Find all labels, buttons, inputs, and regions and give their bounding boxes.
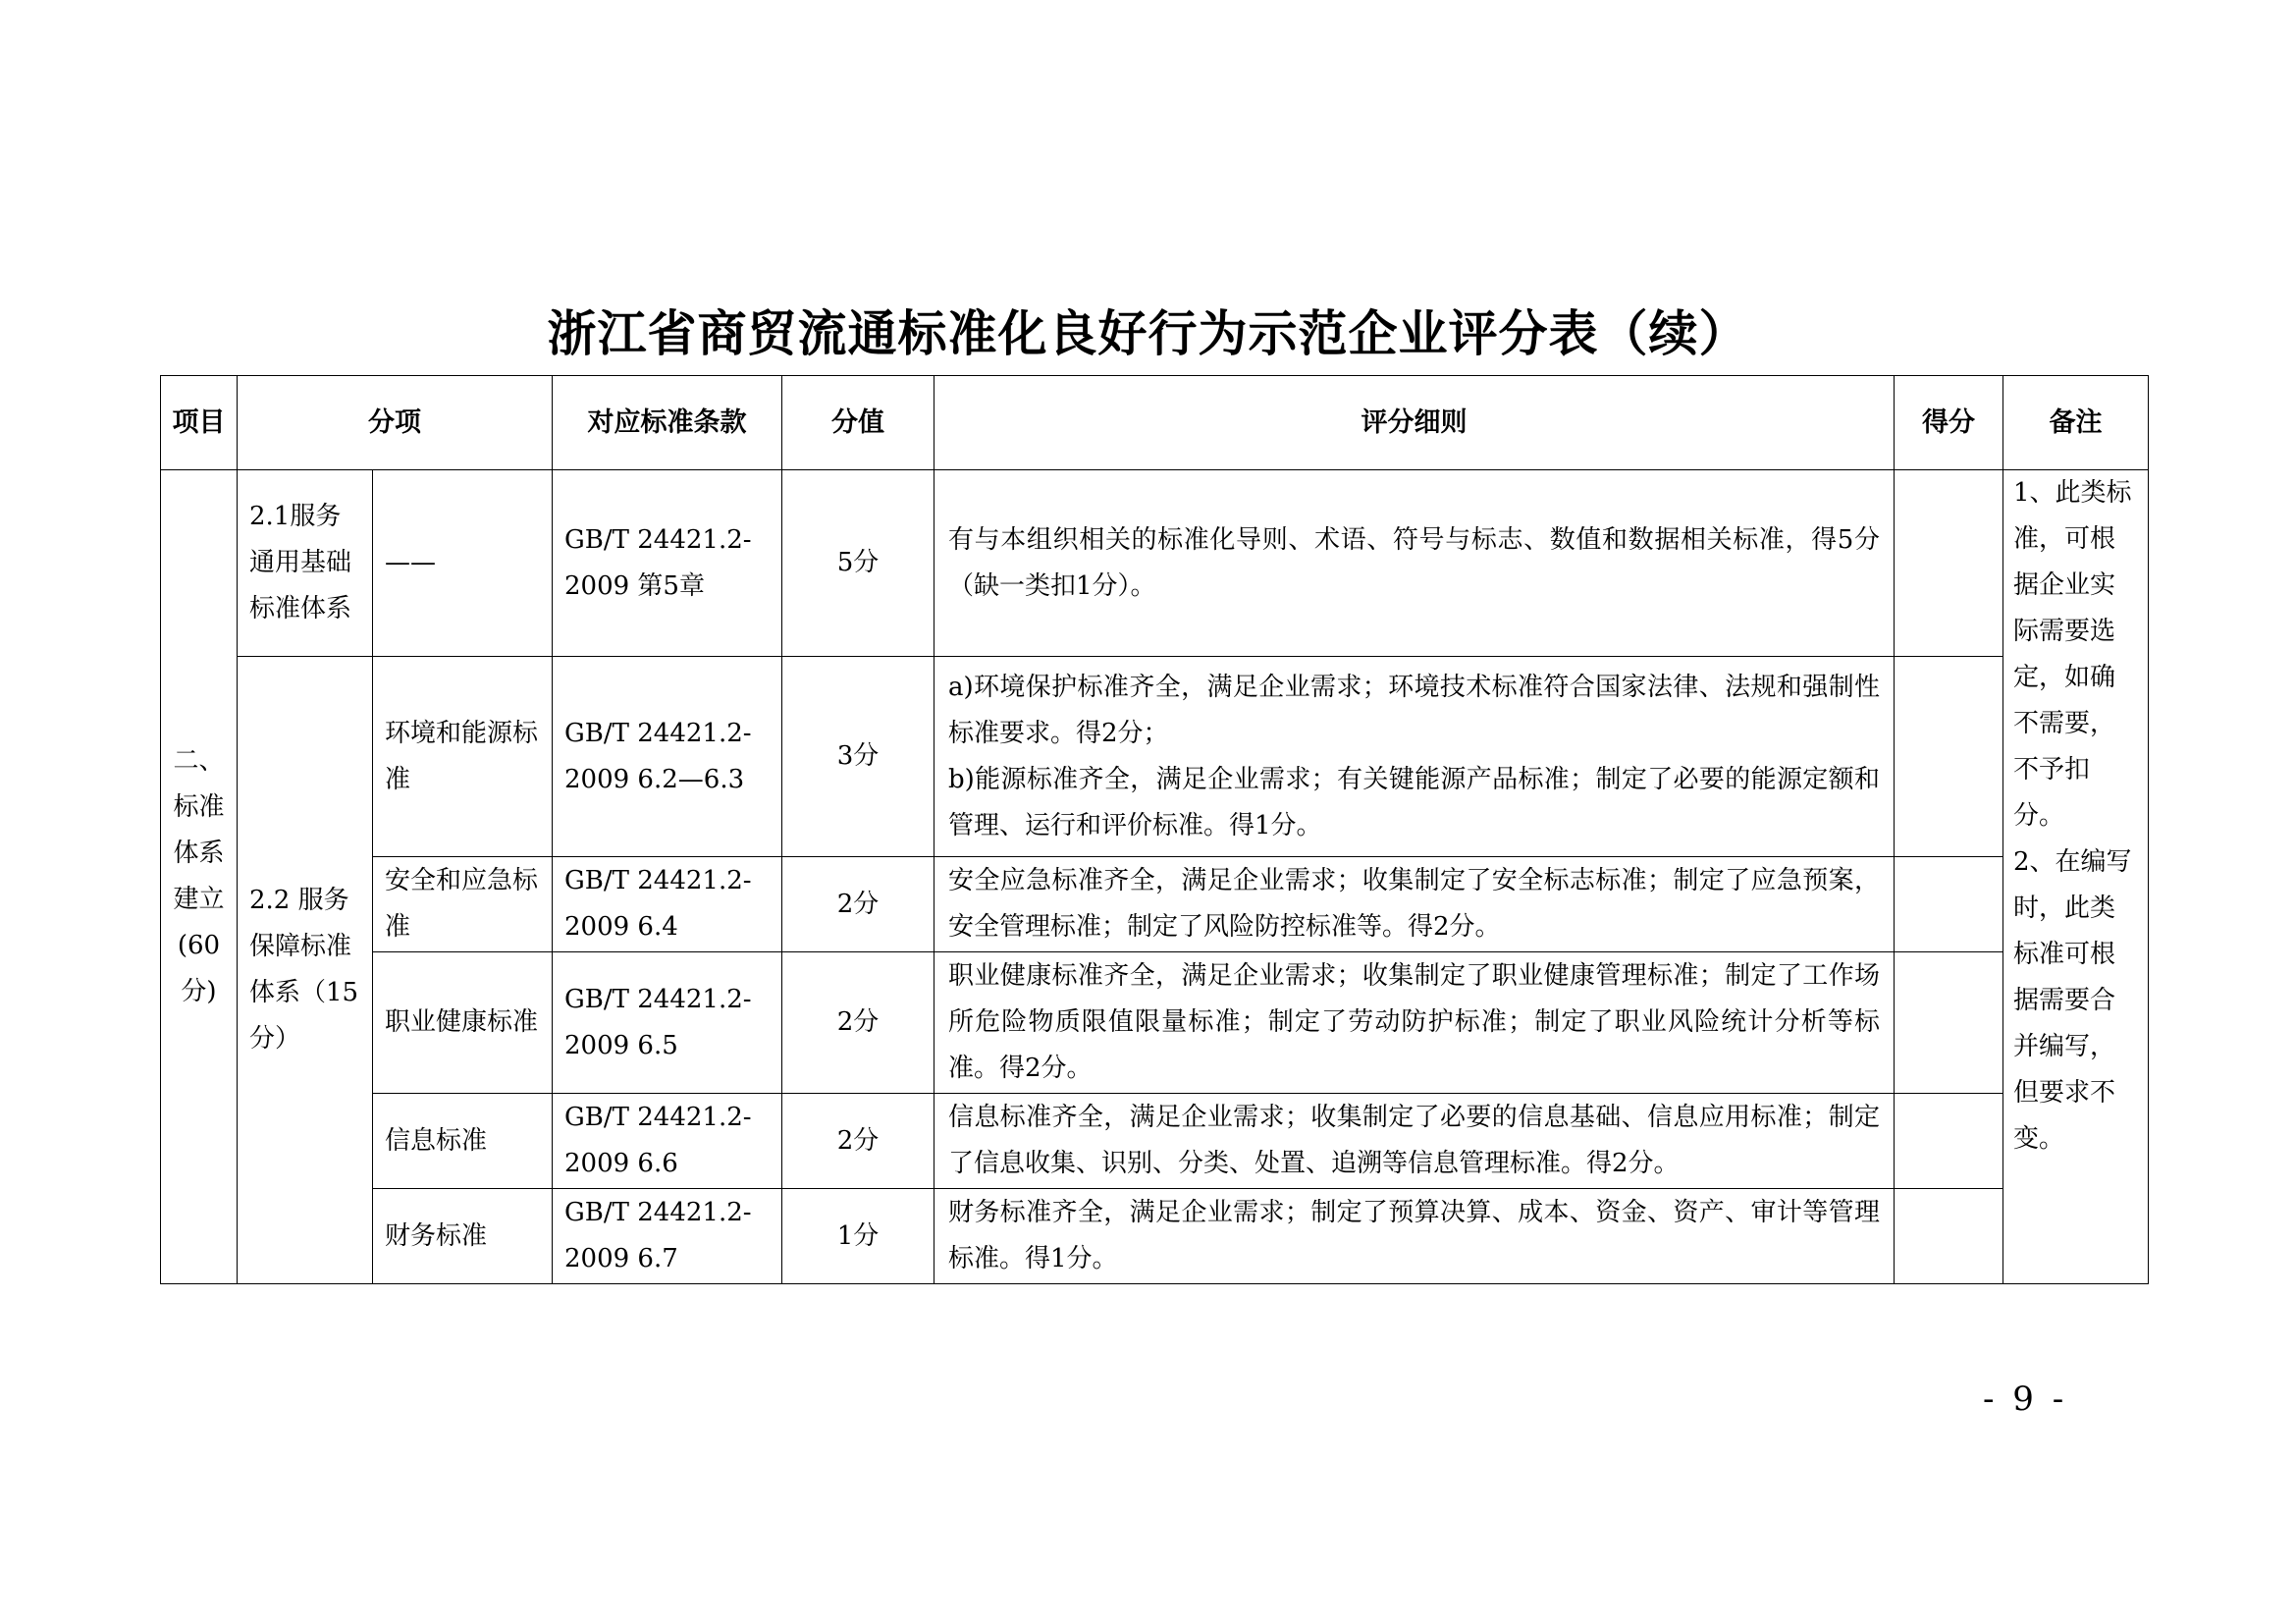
- got-cell: [1895, 952, 2003, 1094]
- remark-line-1: 1、此类标准，可根据企业实际需要选定，如确不需要，不予扣分。: [2013, 478, 2132, 831]
- header-detail: 评分细则: [934, 376, 1895, 470]
- clause-cell: GB/T 24421.2-2009 6.6: [553, 1094, 782, 1189]
- subitem-cell: 安全和应急标准: [373, 857, 553, 952]
- group-name-cell: 2.1服务通用基础标准体系: [238, 470, 373, 657]
- subitem-cell: 财务标准: [373, 1189, 553, 1284]
- got-cell: [1895, 1189, 2003, 1284]
- header-remark: 备注: [2003, 376, 2149, 470]
- clause-cell: GB/T 24421.2-2009 6.2—6.3: [553, 657, 782, 857]
- detail-cell: [934, 657, 1895, 857]
- subitem-cell: 信息标准: [373, 1094, 553, 1189]
- score-value-cell: 5分: [782, 470, 934, 657]
- page-title: 浙江省商贸流通标准化良好行为示范企业评分表（续）: [547, 305, 1749, 362]
- clause-cell: GB/T 24421.2-2009 6.4: [553, 857, 782, 952]
- header-score: 分值: [782, 376, 934, 470]
- clause-cell: GB/T 24421.2-2009 6.7: [553, 1189, 782, 1284]
- remark-cell: [2003, 470, 2149, 1284]
- score-value-cell: 3分: [782, 657, 934, 857]
- table-row: [161, 857, 2149, 952]
- got-cell: [1895, 857, 2003, 952]
- table-row: [161, 470, 2149, 657]
- got-cell: [1895, 470, 2003, 657]
- detail-cell: 安全应急标准齐全，满足企业需求；收集制定了安全标志标准；制定了应急预案，安全管理标准；制定了风险防控标准等。得2分。: [934, 857, 1895, 952]
- score-value-cell: 2分: [782, 952, 934, 1094]
- score-table: [160, 375, 2149, 1284]
- table-row: [161, 657, 2149, 857]
- got-cell: [1895, 1094, 2003, 1189]
- group-name-cell: 2.2 服务保障标准体系（15分）: [238, 657, 373, 1284]
- score-value-cell: 1分: [782, 1189, 934, 1284]
- remark-line-2: 2、在编写时，此类标准可根据需要合并编写，但要求不变。: [2013, 847, 2132, 1154]
- table-row: [161, 1189, 2149, 1284]
- detail-item-a: a)环境保护标准齐全，满足企业需求；环境技术标准符合国家法律、法规和强制性标准要求。得2分；: [948, 672, 1880, 748]
- subitem-cell: 职业健康标准: [373, 952, 553, 1094]
- detail-cell: 职业健康标准齐全，满足企业需求；收集制定了职业健康管理标准；制定了工作场所危险物质限值限量标准；制定了劳动防护标准；制定了职业风险统计分析等标准。得2分。: [934, 952, 1895, 1094]
- header-got: 得分: [1895, 376, 2003, 470]
- table-row: [161, 1094, 2149, 1189]
- clause-cell: GB/T 24421.2-2009 6.5: [553, 952, 782, 1094]
- score-value-cell: 2分: [782, 857, 934, 952]
- header-project: 项目: [161, 376, 238, 470]
- got-cell: [1895, 657, 2003, 857]
- detail-cell: 财务标准齐全，满足企业需求；制定了预算决算、成本、资金、资产、审计等管理标准。得1分。: [934, 1189, 1895, 1284]
- header-clause: 对应标准条款: [553, 376, 782, 470]
- detail-item-b: b)能源标准齐全，满足企业需求；有关键能源产品标准；制定了必要的能源定额和管理、运行和评价标准。得1分。: [948, 764, 1880, 840]
- detail-cell: 信息标准齐全，满足企业需求；收集制定了必要的信息基础、信息应用标准；制定了信息收集、识别、分类、处置、追溯等信息管理标准。得2分。: [934, 1094, 1895, 1189]
- detail-cell: 有与本组织相关的标准化导则、术语、符号与标志、数值和数据相关标准，得5分（缺一类扣1分）。: [934, 470, 1895, 657]
- clause-cell: GB/T 24421.2-2009 第5章: [553, 470, 782, 657]
- page-number: - 9 -: [1983, 1380, 2068, 1419]
- subitem-cell: ——: [373, 470, 553, 657]
- header-row: [161, 376, 2149, 470]
- subitem-cell: 环境和能源标准: [373, 657, 553, 857]
- table-row: [161, 952, 2149, 1094]
- project-cell: 二、标准体系建立(60分): [161, 470, 238, 1284]
- score-value-cell: 2分: [782, 1094, 934, 1189]
- header-sub: 分项: [238, 376, 553, 470]
